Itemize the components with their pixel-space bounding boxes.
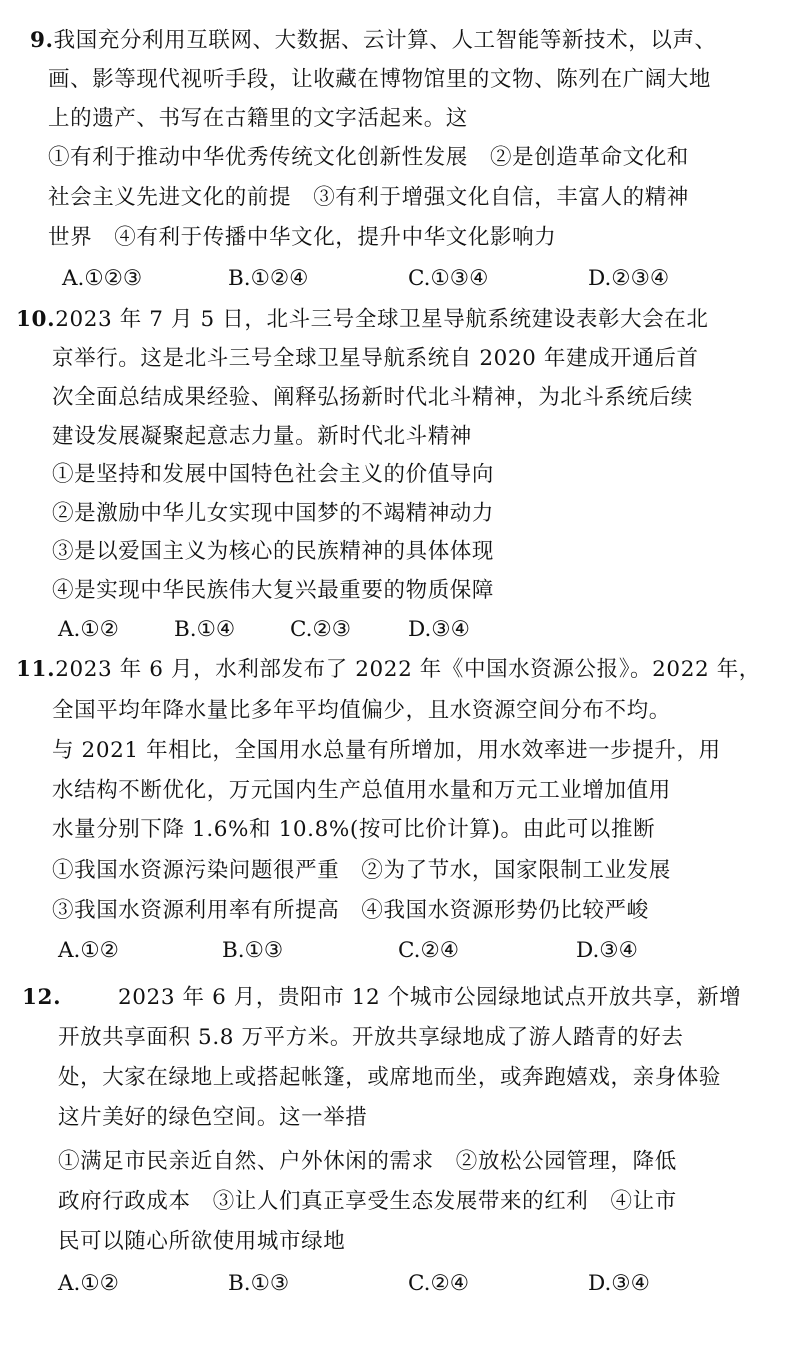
statement-line: 民可以随心所欲使用城市绿地 — [58, 1229, 346, 1254]
question-11-line-1 — [16, 655, 761, 685]
question-number: 11. — [16, 657, 56, 682]
question-10-line-1 — [16, 305, 708, 335]
question-number: 12. — [22, 985, 62, 1010]
statement-line: ①有利于推动中华优秀传统文化创新性发展 ②是创造革命文化和 — [48, 145, 689, 170]
question-stem-line: 建设发展凝聚起意志力量。新时代北斗精神 — [52, 424, 472, 449]
question-stem-line: 画、影等现代视听手段，让收藏在博物馆里的文物、陈列在广阔大地 — [48, 67, 712, 92]
statement-line: 世界 ④有利于传播中华文化，提升中华文化影响力 — [48, 225, 557, 250]
option-a[interactable]: A.①② — [58, 938, 119, 963]
statement-line: ①是坚持和发展中国特色社会主义的价值导向 — [52, 462, 495, 487]
question-stem-line: 水量分别下降 1.6%和 10.8%(按可比价计算)。由此可以推断 — [52, 817, 656, 842]
statement-line: ③是以爱国主义为核心的民族精神的具体体现 — [52, 539, 495, 564]
statement-line: ①满足市民亲近自然、户外休闲的需求 ②放松公园管理，降低 — [58, 1149, 677, 1174]
question-stem-line: 2023 年 6 月，水利部发布了 2022 年《中国水资源公报》。2022 年， — [55, 657, 761, 682]
option-c[interactable]: C.②④ — [398, 938, 460, 963]
question-stem-line: 开放共享面积 5.8 万平方米。开放共享绿地成了游人踏青的好去 — [58, 1025, 684, 1050]
statement-line: ④是实现中华民族伟大复兴最重要的物质保障 — [52, 578, 495, 603]
statement-line: ③我国水资源利用率有所提高 ④我国水资源形势仍比较严峻 — [52, 898, 649, 923]
question-number: 9. — [30, 28, 54, 53]
option-b[interactable]: B.①③ — [228, 1271, 290, 1296]
question-stem-line: 水结构不断优化，万元国内生产总值用水量和万元工业增加值用 — [52, 778, 671, 803]
question-stem-line: 2023 年 7 月 5 日，北斗三号全球卫星导航系统建设表彰大会在北 — [55, 307, 709, 332]
option-d[interactable]: D.②③④ — [588, 266, 670, 291]
option-d[interactable]: D.③④ — [576, 938, 638, 963]
question-stem-line: 这片美好的绿色空间。这一举措 — [58, 1105, 368, 1130]
question-stem-line: 与 2021 年相比，全国用水总量有所增加，用水效率进一步提升，用 — [52, 738, 721, 763]
question-stem-line: 京举行。这是北斗三号全球卫星导航系统自 2020 年建成开通后首 — [52, 346, 699, 371]
option-c[interactable]: C.①③④ — [408, 266, 489, 291]
option-c[interactable]: C.②④ — [408, 1271, 470, 1296]
question-9-line-1 — [30, 26, 717, 56]
question-stem-line: 处，大家在绿地上或搭起帐篷，或席地而坐，或奔跑嬉戏，亲身体验 — [58, 1065, 722, 1090]
statement-line: ②是激励中华儿女实现中国梦的不竭精神动力 — [52, 501, 495, 526]
statement-line: 社会主义先进文化的前提 ③有利于增强文化自信，丰富人的精神 — [48, 185, 689, 210]
option-b[interactable]: B.①④ — [174, 617, 236, 642]
question-stem-line: 我国充分利用互联网、大数据、云计算、人工智能等新技术，以声、 — [53, 28, 717, 53]
option-b[interactable]: B.①③ — [222, 938, 284, 963]
question-stem-line: 2023 年 6 月，贵阳市 12 个城市公园绿地试点开放共享，新增 — [118, 985, 742, 1010]
option-b[interactable]: B.①②④ — [228, 266, 309, 291]
option-a[interactable]: A.①② — [58, 1271, 119, 1296]
question-stem-line: 全国平均年降水量比多年平均值偏少，且水资源空间分布不均。 — [52, 698, 671, 723]
option-a[interactable]: A.①②③ — [62, 266, 143, 291]
option-c[interactable]: C.②③ — [290, 617, 352, 642]
option-d[interactable]: D.③④ — [588, 1271, 650, 1296]
question-stem-line: 次全面总结成果经验、阐释弘扬新时代北斗精神，为北斗系统后续 — [52, 385, 693, 410]
question-number-12 — [22, 983, 61, 1013]
option-d[interactable]: D.③④ — [408, 617, 470, 642]
question-stem-line: 上的遗产、书写在古籍里的文字活起来。这 — [48, 106, 468, 131]
statement-line: ①我国水资源污染问题很严重 ②为了节水，国家限制工业发展 — [52, 858, 671, 883]
question-number: 10. — [16, 307, 56, 332]
statement-line: 政府行政成本 ③让人们真正享受生态发展带来的红利 ④让市 — [58, 1189, 677, 1214]
option-a[interactable]: A.①② — [58, 617, 119, 642]
